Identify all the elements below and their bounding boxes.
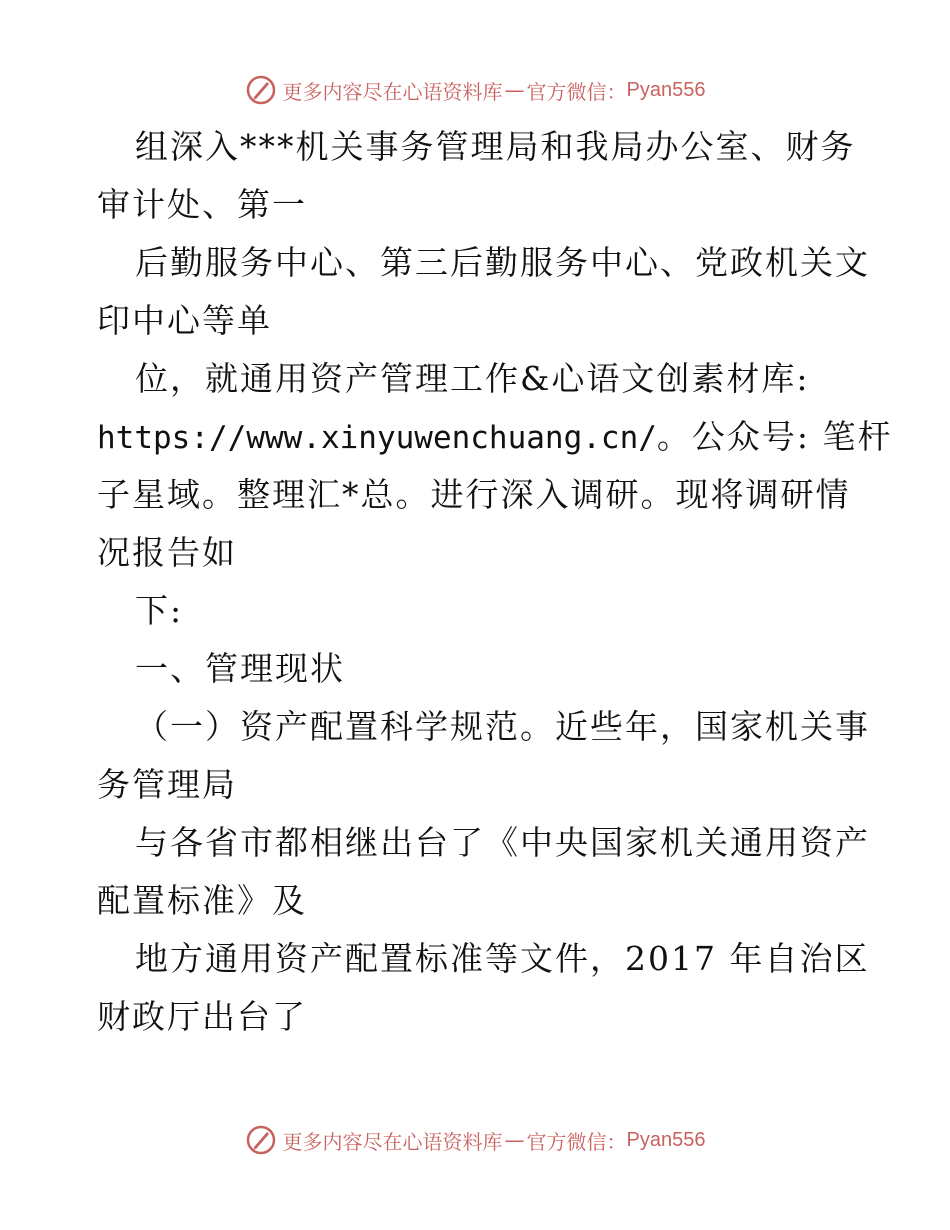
section-heading: 一、管理现状 — [135, 649, 345, 688]
watermark-label: 官方微信： — [526, 1129, 627, 1154]
watermark-dash: — — [504, 1128, 525, 1152]
watermark-text: 更多内容尽在心语资料库 — [282, 79, 503, 104]
body-line: 审计处、第一 — [97, 185, 307, 224]
watermark-dash: — — [504, 78, 525, 102]
body-line: 配置标准》及 — [97, 881, 307, 920]
watermark-wechat-id: Pyan556 — [626, 78, 706, 101]
quill-logo-icon — [245, 74, 277, 106]
document-body — [97, 118, 893, 1046]
quill-logo-icon — [245, 1124, 277, 1156]
body-line-tail: 。公众号: 笔杆 — [656, 417, 893, 456]
body-line: 地方通用资产配置标准等文件，2017 年自治区 — [135, 939, 870, 978]
body-line: 印中心等单 — [97, 301, 272, 340]
body-line: 务管理局 — [97, 765, 237, 804]
header-watermark — [0, 70, 950, 110]
body-line: （一）资产配置科学规范。近些年，国家机关事 — [135, 707, 870, 746]
watermark-label: 官方微信： — [526, 79, 627, 104]
body-line: 组深入***机关事务管理局和我局办公室、财务 — [135, 127, 856, 166]
website-url[interactable]: https://www.xinyuwenchuang.cn/ — [97, 420, 657, 456]
body-line: 况报告如 — [97, 533, 237, 572]
footer-watermark — [0, 1120, 950, 1160]
body-line: 后勤服务中心、第三后勤服务中心、党政机关文 — [135, 243, 870, 282]
watermark-text: 更多内容尽在心语资料库 — [282, 1129, 503, 1154]
body-line: 下: — [135, 591, 184, 630]
body-line-url — [97, 408, 893, 466]
body-line: 与各省市都相继出台了《中央国家机关通用资产 — [135, 823, 870, 862]
body-line: 子星域。整理汇*总。进行深入调研。现将调研情 — [97, 475, 851, 514]
body-line: 位，就通用资产管理工作&心语文创素材库: — [135, 359, 810, 398]
watermark-wechat-id: Pyan556 — [626, 1128, 706, 1151]
body-line: 财政厅出台了 — [97, 997, 307, 1036]
